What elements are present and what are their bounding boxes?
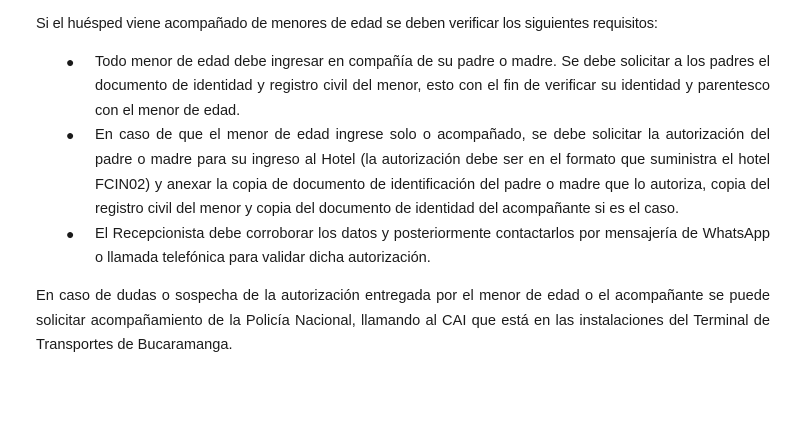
list-item-text: En caso de que el menor de edad ingrese solo o acompañado, se debe solicitar la autorización del padre o madre para su ingreso al Hotel (la autorización debe ser en el formato que suministra el hotel FCIN02) y anexar la copia de documento de identificación del padre o madre que lo autoriza, copia del registro civil del menor y copia del documento de identidad del acompañante si es el caso.	[95, 127, 770, 218]
bullet-icon: ●	[66, 127, 75, 144]
list-item-text: El Recepcionista debe corroborar los datos y posteriormente contactarlos por mensajería de WhatsApp o llamada telefónica para validar dicha autorización.	[95, 225, 770, 267]
requirements-list	[36, 50, 770, 271]
bullet-icon: ●	[66, 53, 75, 70]
closing-paragraph: En caso de dudas o sospecha de la autorización entregada por el menor de edad o el acompañante se puede solicitar acompañamiento de la Policía Nacional, llamando al CAI que está en las instalaciones del Terminal de Transportes de Bucaramanga.	[36, 287, 770, 354]
intro-paragraph: Si el huésped viene acompañado de menores de edad se deben verificar los siguientes requisitos:	[36, 16, 658, 32]
list-item	[36, 123, 770, 221]
list-item	[36, 50, 770, 124]
list-item-text: Todo menor de edad debe ingresar en compañía de su padre o madre. Se debe solicitar a los padres el documento de identidad y registro civil del menor, esto con el fin de verificar su identidad y parentesco con el menor de edad.	[95, 53, 770, 119]
list-item	[36, 222, 770, 271]
bullet-icon: ●	[66, 225, 75, 242]
